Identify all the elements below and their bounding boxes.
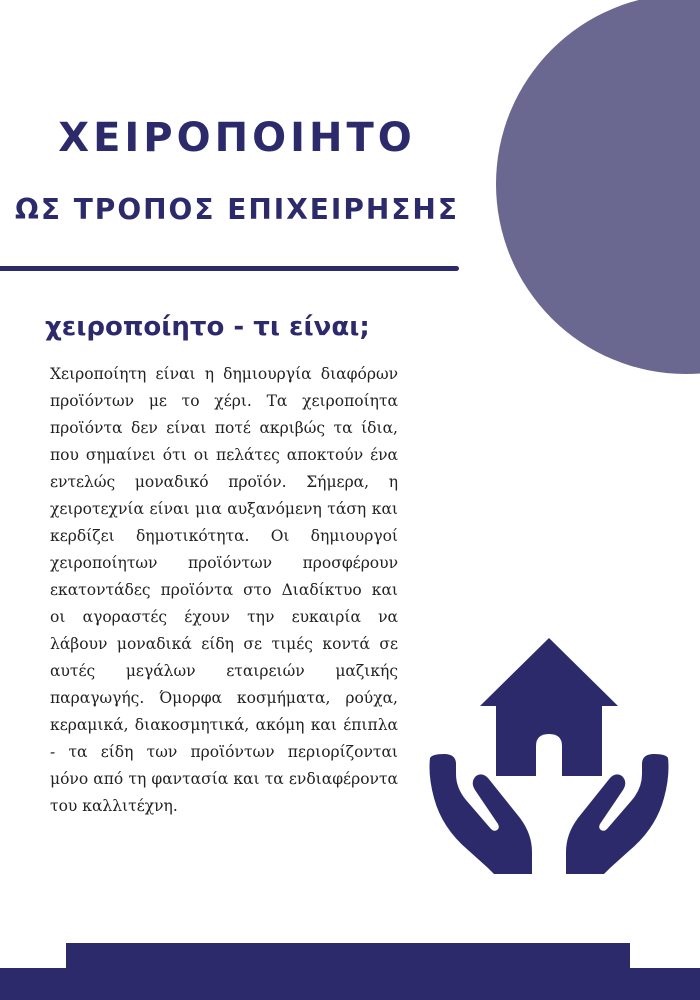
footer-bar-base bbox=[0, 968, 700, 1000]
hands-holding-house-icon bbox=[428, 638, 670, 878]
page-title: ΧΕΙΡΟΠΟΙΗΤΟ bbox=[58, 115, 416, 161]
decorative-circle bbox=[496, 0, 700, 374]
section-paragraph: Χειροποίητη είναι η δημιουργία διαφόρων προϊόντων με το χέρι. Τα χειροποίητα προϊόντα δεν είναι ποτέ ακριβώς τα ίδια, που σημαίνει ότι οι πελάτες αποκτούν ένα εντελώς μοναδικό προϊόν. Σήμερα, η χειροτεχνία είναι μια αυξανόμενη τάση και κερδίζει δημοτικότητα. Οι δημιουργοί χειροποίητων προϊόντων προσφέρουν εκατοντάδες προϊόντα στο Διαδίκτυο και οι αγοραστές έχουν την ευκαιρία να λάβουν μοναδικά είδη σε τιμές κοντά σε αυτές μεγάλων εταιρειών μαζικής παραγωγής. Όμορφα κοσμήματα, ρούχα, κεραμικά, διακοσμητικά, ακόμη και έπιπλα - τα είδη των προϊόντων περιορίζονται μόνο από τη φαντασία και τα ενδιαφέροντα του καλλιτέχνη. bbox=[50, 365, 398, 815]
title-divider bbox=[0, 266, 459, 271]
section-heading: χειροποίητο - τι είναι; bbox=[45, 312, 370, 342]
page-subtitle: ΩΣ ΤΡΟΠΟΣ ΕΠΙΧΕΙΡΗΣΗΣ bbox=[15, 193, 459, 226]
